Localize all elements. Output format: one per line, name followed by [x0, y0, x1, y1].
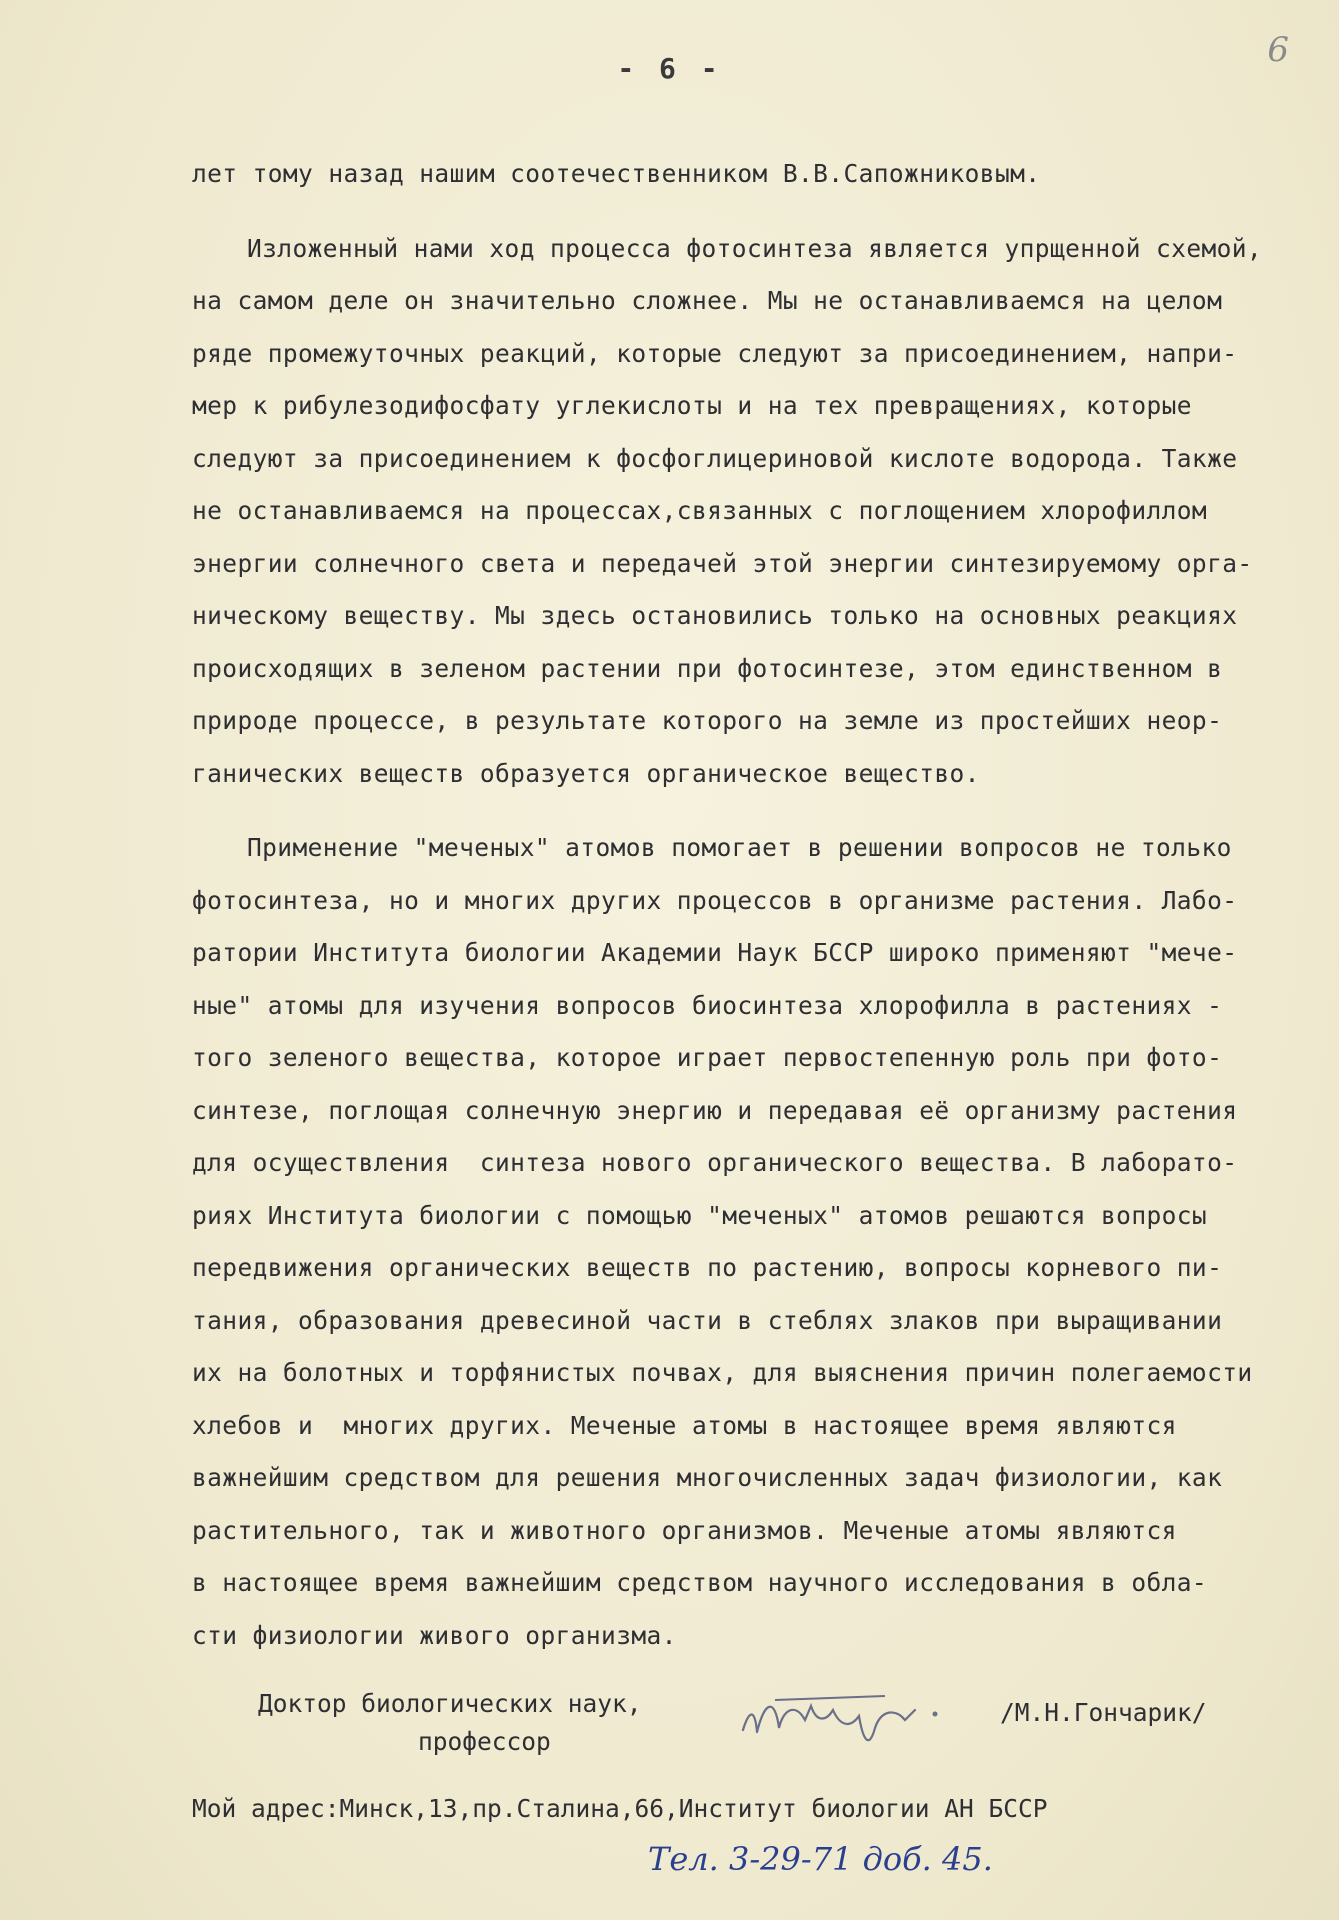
- text-line: в настоящее время важнейшим средством научного исследования в обла-: [192, 1568, 1208, 1597]
- paragraph-gap: [192, 800, 1312, 822]
- phone-handwritten: Тел. 3-29-71 доб. 45.: [648, 1840, 993, 1878]
- signatory-name: /М.Н.Гончарик/: [1000, 1698, 1207, 1727]
- text-line: ные" атомы для изучения вопросов биосинтеза хлорофилла в растениях -: [192, 990, 1223, 1020]
- paragraph: [192, 822, 1312, 1662]
- text-line: на самом деле он значительно сложнее. Мы не останавливаемся на целом: [192, 286, 1223, 315]
- text-line: следуют за присоединением к фосфоглицериновой кислоте водорода. Также: [192, 443, 1238, 473]
- text-line: фотосинтеза, но и многих других процессов в организме растения. Лабо-: [192, 885, 1238, 915]
- text-line: их на болотных и торфянистых почвах, для выяснения причин полегаемости: [192, 1358, 1253, 1387]
- text-line: энергии солнечного света и передачей этой энергии синтезируемому орга-: [192, 548, 1253, 578]
- text-line: Применение "меченых" атомов помогает в решении вопросов не только: [247, 833, 1232, 862]
- text-line: не останавливаемся на процессах,связанных с поглощением хлорофиллом: [192, 496, 1208, 525]
- document-body: [192, 148, 1312, 1662]
- sheet-number-handwritten: 6: [1267, 30, 1289, 70]
- text-line: мер к рибулезодифосфату углекислоты и на тех превращениях, которые: [192, 391, 1192, 420]
- text-line: лет тому назад нашим соотечественником В.В.Сапожниковым.: [192, 159, 1041, 188]
- handwritten-signature: [735, 1680, 965, 1760]
- text-line: синтезе, поглощая солнечную энергию и передавая её организму растения: [192, 1095, 1238, 1125]
- text-line: сти физиологии живого организма.: [192, 1620, 677, 1650]
- text-line: Изложенный нами ход процесса фотосинтеза является упрщенной схемой,: [247, 233, 1263, 263]
- paragraph: [192, 148, 1312, 201]
- signatory-title-line1: Доктор биологических наук,: [258, 1689, 642, 1718]
- text-line: хлебов и многих других. Меченые атомы в настоящее время являются: [192, 1410, 1177, 1440]
- text-line: для осуществления синтеза нового органического вещества. В лаборато-: [192, 1148, 1238, 1177]
- text-line: того зеленого вещества, которое играет первостепенную роль при фото-: [192, 1043, 1223, 1072]
- text-line: ряде промежуточных реакций, которые следуют за присоединением, напри-: [192, 338, 1238, 368]
- text-line: передвижения органических веществ по растению, вопросы корневого пи-: [192, 1253, 1223, 1282]
- signatory-title: [258, 1685, 642, 1761]
- text-line: ратории Института биологии Академии Наук БССР широко применяют "мече-: [192, 938, 1238, 967]
- text-line: важнейшим средством для решения многочисленных задач физиологии, как: [192, 1463, 1223, 1492]
- text-line: тания, образования древесиной части в стеблях злаков при выращивании: [192, 1305, 1223, 1335]
- paragraph: [192, 223, 1312, 801]
- text-line: происходящих в зеленом растении при фотосинтезе, этом единственном в: [192, 653, 1223, 683]
- text-line: ганических веществ образуется органическое вещество.: [192, 758, 980, 788]
- address-line: Мой адрес:Минск,13,пр.Сталина,66,Институт биологии АН БССР: [192, 1794, 1048, 1823]
- paragraph-gap: [192, 201, 1312, 223]
- text-line: ническому веществу. Мы здесь остановились только на основных реакциях: [192, 601, 1238, 630]
- text-line: риях Института биологии с помощью "меченых" атомов решаются вопросы: [192, 1200, 1208, 1230]
- signatory-title-line2: профессор: [418, 1727, 551, 1756]
- page-number: - 6 -: [617, 52, 722, 85]
- text-line: растительного, так и животного организмов. Меченые атомы являются: [192, 1515, 1177, 1545]
- text-line: природе процессе, в результате которого на земле из простейших неор-: [192, 706, 1223, 735]
